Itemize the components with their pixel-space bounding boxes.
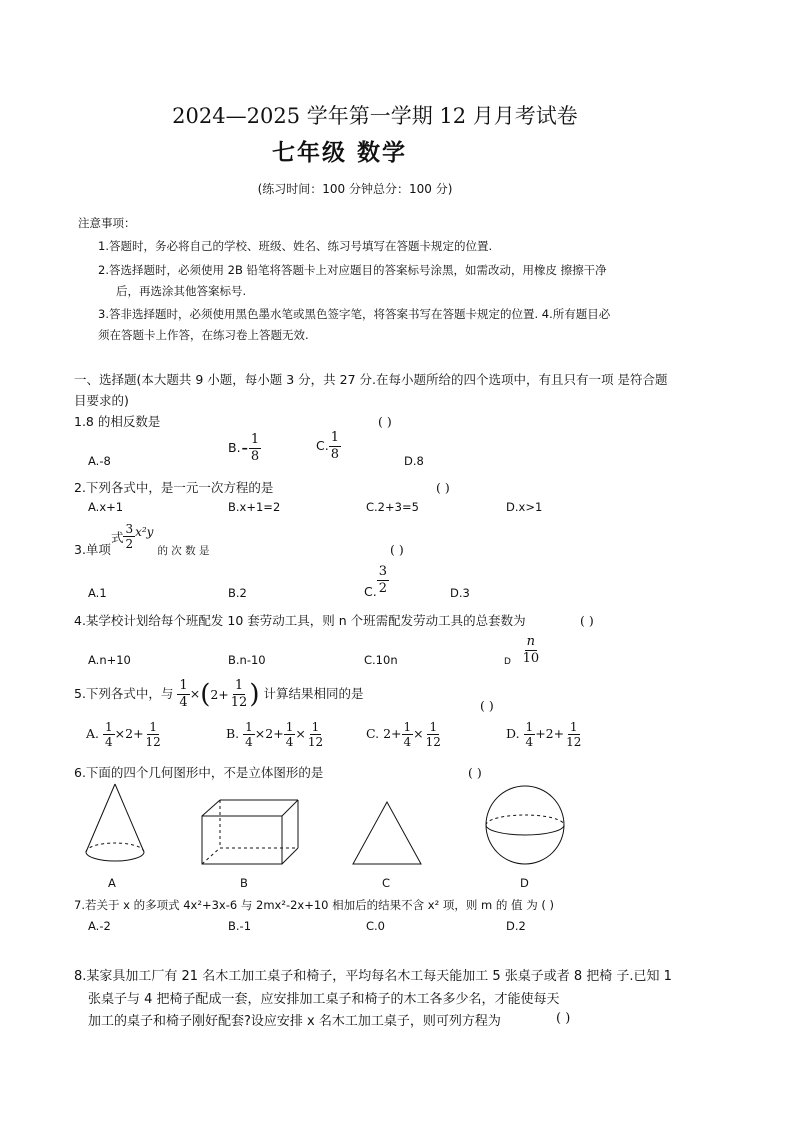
q5-b-fraction-2: $\frac{1}{4}$ [285, 720, 294, 749]
q4-d-fraction: $\frac{n}{10}$ [522, 634, 540, 666]
q8-line-2: 张桌子与 4 把椅子配成一套，应安排加工桌子和椅子的木工各多少名，才能使每天 [88, 992, 560, 1007]
exam-title: 2024—2025 学年第一学期 12 月月考试卷 [172, 104, 578, 128]
q3-answer-blank: ( ) [390, 542, 404, 557]
q5-c-label: C. 2+ [366, 726, 402, 741]
q4-d-label: D [504, 657, 511, 667]
q3-variables: x²y [135, 525, 154, 539]
cone-figure [80, 782, 150, 872]
q7-option-d: D.2 [506, 919, 526, 933]
notes-heading: 注意事项： [78, 216, 136, 230]
cuboid-figure [198, 798, 302, 868]
q6-label-a: A [108, 876, 116, 890]
q3-option-d: D.3 [450, 586, 470, 600]
note-2a: 2.答选择题时，必须使用 2B 铅笔将答题卡上对应题目的答案标号涂黑，如需改动，用橡皮 擦擦干净 [98, 263, 607, 277]
exam-subtitle: 七年级 数学 [272, 139, 408, 166]
q5-d-fraction-1: $\frac{1}{4}$ [525, 720, 534, 749]
q5-option-a [86, 720, 163, 749]
q5-c-fraction-1: $\frac{1}{4}$ [403, 720, 412, 749]
q5-option-c [366, 720, 443, 749]
q5-stem-fraction-1: $\frac{1}{4}$ [179, 678, 188, 710]
q6-label-b: B [240, 876, 248, 890]
q5-stem-paren-close: ) [249, 679, 260, 710]
q1-option-b [228, 432, 261, 465]
q6-stem: 6.下面的四个几何图形中，不是立体图形的是 [74, 765, 324, 780]
q4-stem: 4.某学校计划给每个班配发 10 套劳动工具，则 n 个班需配发劳动工具的总套数为 [74, 613, 526, 628]
q1-c-fraction: $\frac{1}{8}$ [330, 430, 339, 462]
note-1: 1.答题时，务必将自己的学校、班级、姓名、练习号填写在答题卡规定的位置. [98, 239, 493, 253]
q5-option-b [226, 720, 325, 749]
q6-label-c: C [382, 876, 391, 890]
note-3a: 3.答非选择题时，必须使用黑色墨水笔或黑色签字笔，将答案书写在答题卡规定的位置. 4.所有题目必 [98, 307, 611, 321]
note-3b: 须在答题卡上作答，在练习卷上答题无效. [98, 328, 309, 342]
q5-b-fraction-3: $\frac{1}{12}$ [307, 720, 324, 749]
triangle-figure [350, 800, 424, 868]
q3-coefficient-fraction: $\frac{3}{2}$ [125, 522, 134, 551]
q5-d-mid: +2+ [535, 726, 565, 741]
q5-stem-times: × [189, 686, 201, 701]
q5-b-label: B. [226, 726, 240, 741]
q7-option-a: A.-2 [88, 919, 111, 933]
q2-option-c: C.2+3=5 [366, 500, 419, 514]
section-1-intro-cont: 目要求的) [74, 393, 129, 408]
q3-stem-pre: 3.单项 [74, 542, 111, 557]
q3-stem-shi: 式 [110, 530, 124, 545]
q3-option-a: A.1 [88, 586, 107, 600]
note-2b: 后，再选涂其他答案标号. [116, 284, 247, 298]
exam-info: (练习时间：100 分钟总分：100 分) [257, 182, 453, 196]
q5-answer-blank: ( ) [480, 698, 494, 713]
q3-option-b: B.2 [228, 586, 247, 600]
q5-b-mid2: × [295, 726, 306, 741]
q7-stem: 7.若关于 x 的多项式 4x²+3x-6 与 2mx²-2x+10 相加后的结果不含 x² 项，则 m 的 值 为 ( ) [74, 898, 554, 912]
q1-c-label: C. [316, 438, 329, 453]
q5-option-d [506, 720, 583, 749]
q5-stem-fraction-2: $\frac{1}{12}$ [230, 678, 248, 710]
section-1-intro: 一、选择题(本大题共 9 小题，每小题 3 分，共 27 分.在每小题所给的四个选项中，有且只有一项 是符合题 [74, 372, 668, 387]
q2-option-b: B.x+1=2 [228, 500, 281, 514]
q5-c-fraction-2: $\frac{1}{12}$ [425, 720, 441, 749]
q3-stem-post: 的 次 数 是 [157, 545, 210, 557]
q5-stem [74, 678, 363, 711]
q7-option-b: B.-1 [228, 919, 252, 933]
q6-label-d: D [520, 876, 529, 890]
q2-option-d: D.x>1 [506, 500, 543, 514]
q5-a-tail: ×2+ [114, 726, 144, 741]
q2-option-a: A.x+1 [88, 500, 124, 514]
q1-answer-blank: ( ) [378, 414, 392, 429]
q2-answer-blank: ( ) [436, 480, 450, 495]
q8-line-3: 加工的桌子和椅子刚好配套?设应安排 x 名木工加工桌子，则可列方程为 [88, 1014, 501, 1029]
q1-option-c [316, 430, 341, 463]
q1-option-d: D.8 [404, 454, 424, 468]
sphere-figure [484, 782, 566, 868]
q4-option-c: C.10n [364, 653, 398, 667]
q7-option-c: C.0 [366, 919, 386, 933]
q1-b-label: B. [228, 440, 241, 455]
q5-a-fraction-2: $\frac{1}{12}$ [145, 720, 161, 749]
q5-d-fraction-2: $\frac{1}{12}$ [566, 720, 582, 749]
q8-line-1: 8.某家具加工厂有 21 名木工加工桌子和椅子，平均每名木工每天能加工 5 张桌子或者 8 把椅 子.已知 1 [74, 969, 672, 984]
q8-answer-blank: ( ) [556, 1011, 571, 1026]
q4-option-b: B.n-10 [228, 653, 266, 667]
q5-d-label: D. [506, 726, 520, 741]
q1-b-fraction: $\frac{1}{8}$ [250, 432, 260, 464]
q5-a-fraction-1: $\frac{1}{4}$ [105, 720, 113, 749]
q5-b-fraction-1: $\frac{1}{4}$ [245, 720, 253, 749]
q5-stem-two-plus: 2+ [210, 687, 229, 702]
q3-option-c [364, 564, 389, 597]
q6-answer-blank: ( ) [468, 765, 482, 780]
q4-answer-blank: ( ) [580, 613, 594, 628]
q5-stem-post: 计算结果相同的是 [263, 686, 364, 701]
q5-stem-paren-open: ( [200, 679, 211, 710]
q1-option-a: A.-8 [88, 454, 111, 468]
q4-option-a: A.n+10 [88, 653, 131, 667]
q3-c-label: C. [364, 584, 377, 599]
q5-stem-pre: 5.下列各式中，与 [74, 686, 174, 701]
q5-b-mid: ×2+ [254, 726, 284, 741]
q1-b-sign: – [241, 440, 248, 455]
q1-stem: 1.8 的相反数是 [74, 414, 161, 429]
q5-c-mid: × [413, 726, 424, 741]
q3-c-fraction: $\frac{3}{2}$ [378, 564, 387, 596]
q5-a-label: A. [86, 726, 100, 741]
q4-option-d [504, 634, 541, 667]
q3-stem [74, 522, 210, 557]
q2-stem: 2.下列各式中，是一元一次方程的是 [74, 480, 274, 495]
